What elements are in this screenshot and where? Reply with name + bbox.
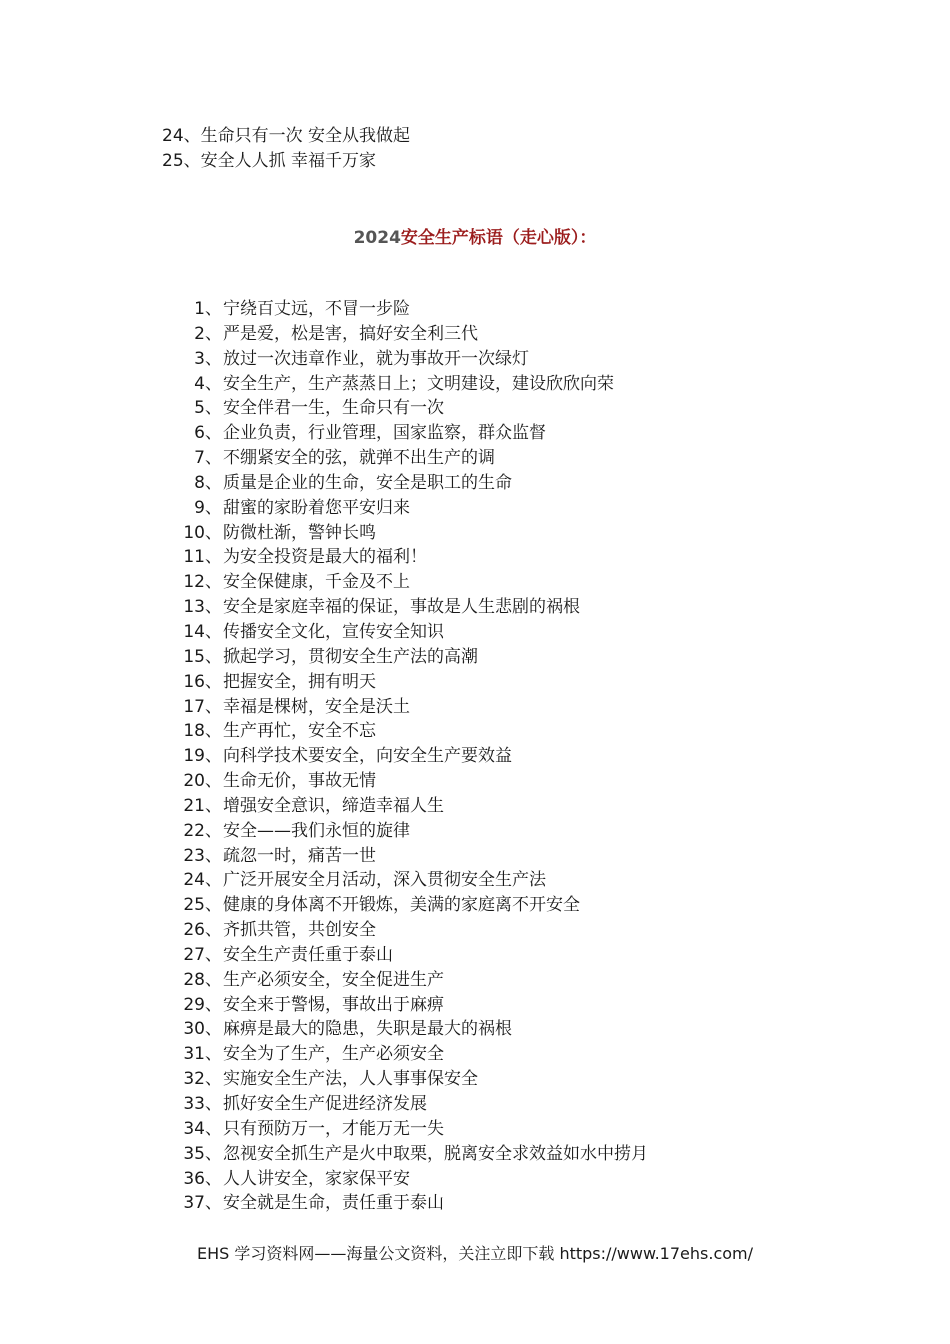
slogan-number: 32、 bbox=[183, 1069, 222, 1090]
slogan-number: 10、 bbox=[183, 522, 222, 543]
slogan-text: 安全为了生产，生产必须安全 bbox=[223, 1044, 444, 1065]
slogan-text: 健康的身体离不开锻炼，美满的家庭离不开安全 bbox=[223, 895, 580, 916]
slogan-number: 30、 bbox=[183, 1019, 222, 1040]
slogan-text: 安全是家庭幸福的保证，事故是人生悲剧的祸根 bbox=[223, 597, 580, 618]
slogan-text: 麻痹是最大的隐患，失职是最大的祸根 bbox=[223, 1019, 512, 1040]
list-item bbox=[0, 471, 950, 496]
slogan-number: 9、 bbox=[194, 497, 222, 518]
list-item bbox=[0, 968, 950, 993]
slogan-number: 20、 bbox=[183, 771, 222, 792]
slogan-list bbox=[0, 297, 950, 1216]
list-item bbox=[0, 570, 950, 595]
list-item bbox=[0, 1167, 950, 1192]
list-item bbox=[0, 695, 950, 720]
slogan-number: 29、 bbox=[183, 994, 222, 1015]
slogan-text: 生产必须安全，安全促进生产 bbox=[223, 969, 444, 990]
slogan-text: 严是爱，松是害，搞好安全利三代 bbox=[223, 323, 478, 344]
list-item bbox=[0, 844, 950, 869]
list-item bbox=[0, 372, 950, 397]
slogan-number: 36、 bbox=[183, 1168, 222, 1189]
list-item bbox=[0, 719, 950, 744]
list-item bbox=[0, 1017, 950, 1042]
slogan-text: 生产再忙，安全不忘 bbox=[223, 721, 376, 742]
slogan-number: 6、 bbox=[194, 423, 222, 444]
slogan-text: 齐抓共管，共创安全 bbox=[223, 920, 376, 941]
list-item bbox=[0, 322, 950, 347]
slogan-number: 8、 bbox=[194, 472, 222, 493]
list-item bbox=[0, 819, 950, 844]
continued-list bbox=[162, 124, 410, 174]
slogan-number: 28、 bbox=[183, 969, 222, 990]
list-item bbox=[0, 496, 950, 521]
slogan-number: 4、 bbox=[194, 373, 222, 394]
slogan-text: 忽视安全抓生产是火中取栗，脱离安全求效益如水中捞月 bbox=[223, 1143, 648, 1164]
slogan-number: 37、 bbox=[183, 1193, 222, 1214]
list-item bbox=[0, 347, 950, 372]
slogan-text: 掀起学习，贯彻安全生产法的高潮 bbox=[223, 646, 478, 667]
list-item bbox=[0, 993, 950, 1018]
list-item bbox=[0, 670, 950, 695]
slogan-text: 甜蜜的家盼着您平安归来 bbox=[223, 497, 410, 518]
slogan-number: 22、 bbox=[183, 820, 222, 841]
slogan-text: 宁绕百丈远，不冒一步险 bbox=[223, 299, 410, 319]
slogan-text: 增强安全意识，缔造幸福人生 bbox=[223, 795, 444, 816]
slogan-text: 广泛开展安全月活动，深入贯彻安全生产法 bbox=[223, 870, 546, 891]
slogan-number: 26、 bbox=[183, 920, 222, 941]
slogan-number: 1、 bbox=[194, 299, 222, 319]
slogan-text: 安全生产，生产蒸蒸日上；文明建设，建设欣欣向荣 bbox=[223, 373, 614, 394]
slogan-text: 安全伴君一生，生命只有一次 bbox=[223, 398, 444, 419]
slogan-text: 放过一次违章作业，就为事故开一次绿灯 bbox=[223, 348, 529, 369]
slogan-number: 33、 bbox=[183, 1094, 222, 1114]
list-item bbox=[0, 744, 950, 769]
slogan-number: 5、 bbox=[194, 398, 222, 419]
list-item bbox=[0, 943, 950, 968]
list-item bbox=[0, 421, 950, 446]
slogan-text: 安全生产责任重于泰山 bbox=[223, 944, 393, 965]
list-item bbox=[0, 545, 950, 570]
list-item bbox=[0, 645, 950, 670]
slogan-text: 安全保健康，千金及不上 bbox=[223, 572, 410, 593]
slogan-text: 安全——我们永恒的旋律 bbox=[223, 820, 410, 841]
slogan-text: 抓好安全生产促进经济发展 bbox=[223, 1094, 427, 1114]
slogan-number: 12、 bbox=[183, 572, 222, 593]
slogan-text: 为安全投资是最大的福利！ bbox=[223, 547, 427, 568]
slogan-number: 27、 bbox=[183, 944, 222, 965]
slogan-number: 15、 bbox=[183, 646, 222, 667]
slogan-text: 把握安全，拥有明天 bbox=[223, 671, 376, 692]
slogan-number: 21、 bbox=[183, 795, 222, 816]
list-item: 25、安全人人抓 幸福千万家 bbox=[162, 151, 377, 171]
slogan-text: 实施安全生产法，人人事事保安全 bbox=[223, 1069, 478, 1090]
slogan-number: 13、 bbox=[183, 597, 222, 618]
slogan-number: 19、 bbox=[183, 746, 222, 767]
slogan-number: 18、 bbox=[183, 721, 222, 742]
heading-year: 2024 bbox=[353, 228, 401, 248]
list-item bbox=[0, 868, 950, 893]
slogan-number: 25、 bbox=[183, 895, 222, 916]
slogan-number: 24、 bbox=[183, 870, 222, 891]
list-item: 24、生命只有一次 安全从我做起 bbox=[162, 126, 411, 146]
slogan-number: 23、 bbox=[183, 845, 222, 866]
slogan-number: 3、 bbox=[194, 348, 222, 369]
list-item bbox=[0, 1042, 950, 1067]
list-item bbox=[0, 297, 950, 322]
list-item bbox=[0, 1117, 950, 1142]
slogan-number: 11、 bbox=[183, 547, 222, 568]
list-item bbox=[0, 396, 950, 421]
slogan-text: 安全就是生命，责任重于泰山 bbox=[223, 1193, 444, 1214]
list-item bbox=[0, 595, 950, 620]
slogan-number: 31、 bbox=[183, 1044, 222, 1065]
list-item bbox=[0, 1142, 950, 1167]
list-item bbox=[0, 794, 950, 819]
list-item bbox=[0, 521, 950, 546]
slogan-text: 疏忽一时，痛苦一世 bbox=[223, 845, 376, 866]
slogan-number: 17、 bbox=[183, 696, 222, 717]
slogan-text: 向科学技术要安全，向安全生产要效益 bbox=[223, 746, 512, 767]
list-item bbox=[0, 918, 950, 943]
slogan-number: 34、 bbox=[183, 1118, 222, 1139]
footer-link-text: EHS 学习资料网——海量公文资料，关注立即下载 https://www.17ehs.com/ bbox=[196, 1244, 754, 1263]
slogan-text: 生命无价，事故无情 bbox=[223, 771, 376, 792]
list-item bbox=[0, 1067, 950, 1092]
slogan-text: 传播安全文化，宣传安全知识 bbox=[223, 621, 444, 642]
slogan-number: 14、 bbox=[183, 621, 222, 642]
list-item bbox=[0, 446, 950, 471]
list-item bbox=[0, 769, 950, 794]
slogan-text: 质量是企业的生命，安全是职工的生命 bbox=[223, 472, 512, 493]
slogan-text: 企业负责，行业管理，国家监察，群众监督 bbox=[223, 423, 546, 444]
slogan-text: 只有预防万一，才能万无一失 bbox=[223, 1118, 444, 1139]
slogan-number: 35、 bbox=[183, 1143, 222, 1164]
slogan-text: 防微杜渐，警钟长鸣 bbox=[223, 522, 376, 543]
slogan-number: 7、 bbox=[194, 448, 222, 469]
list-item bbox=[0, 893, 950, 918]
list-item bbox=[0, 620, 950, 645]
slogan-text: 人人讲安全，家家保平安 bbox=[223, 1168, 410, 1189]
slogan-number: 16、 bbox=[183, 671, 222, 692]
list-item bbox=[0, 1092, 950, 1117]
slogan-text: 安全来于警惕，事故出于麻痹 bbox=[223, 994, 444, 1015]
section-heading bbox=[0, 224, 950, 252]
heading-title: 安全生产标语（走心版）： bbox=[400, 228, 597, 248]
list-item bbox=[0, 1191, 950, 1216]
slogan-text: 幸福是棵树，安全是沃土 bbox=[223, 696, 410, 717]
slogan-number: 2、 bbox=[194, 323, 222, 344]
slogan-text: 不绷紧安全的弦，就弹不出生产的调 bbox=[223, 448, 495, 469]
